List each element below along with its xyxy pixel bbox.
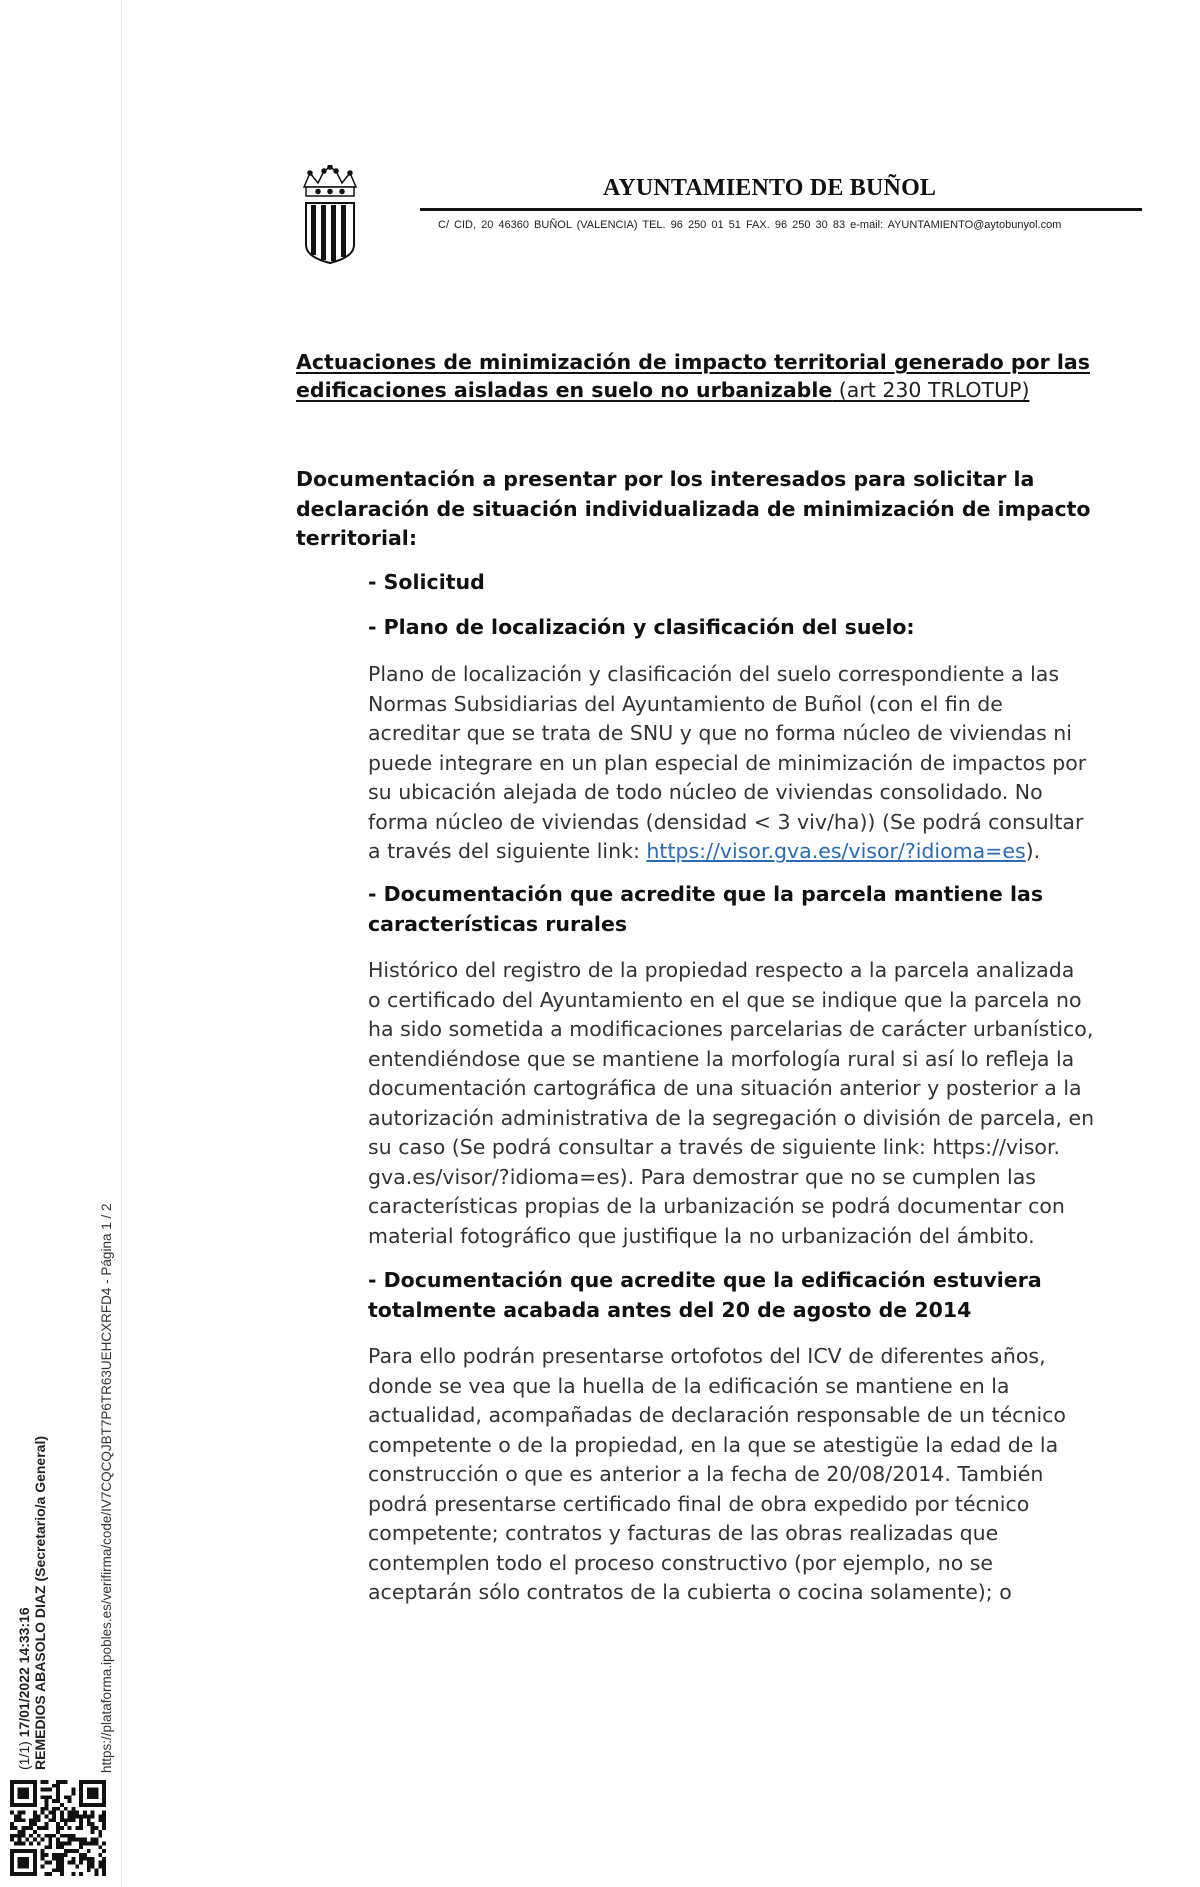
body-line: contemplen todo el proceso constructivo (por ejemplo, no se [368, 1550, 994, 1575]
item-body-parcela-rural [368, 956, 1094, 1251]
body-line: documentación cartográfica de una situación anterior y posterior a la [368, 1076, 1082, 1100]
signer-name: REMEDIOS ABASOLO DIAZ (Secretario/a General) [32, 1436, 48, 1770]
body-line: autorización administrativa de la segregación o división de parcela, en [368, 1105, 1095, 1130]
page-edge [121, 0, 122, 1887]
organization-address: C/ CID, 20 46360 BUÑOL (VALENCIA) TEL. 96 250 01 51 FAX. 96 250 30 83 e-mail: AYUNTAMIENTO@aytobunyol.com [438, 219, 1062, 231]
body-text: a través del siguiente link: [368, 839, 647, 863]
document-title-bold-part: edificaciones aisladas en suelo no urbanizable [296, 378, 833, 402]
signature-counter: (1/1) [16, 1737, 32, 1770]
body-line: acreditar que se trata de SNU y que no forma núcleo de viviendas ni [368, 721, 1072, 745]
intro-heading-line: territorial: [296, 526, 418, 550]
body-line: construcción o que es anterior a la fecha de 20/08/2014. También [368, 1462, 1044, 1486]
body-line-with-link [368, 837, 1086, 867]
visor-gva-link[interactable]: https://visor.gva.es/visor/?idioma=es [646, 839, 1026, 863]
coat-of-arms-icon [298, 165, 362, 265]
intro-heading-line: Documentación a presentar por los interesados para solicitar la [296, 467, 1035, 491]
signature-stamp [16, 1436, 48, 1770]
signature-datetime: 17/01/2022 14:33:16 [16, 1607, 32, 1738]
item-title-line: - Plano de localización y clasificación del suelo: [368, 615, 915, 639]
body-line: características propias de la urbanización se podrá documentar con [368, 1194, 1065, 1218]
item-body-plano [368, 660, 1086, 867]
body-line: puede integrare en un plan especial de minimización de impactos por [368, 750, 1087, 775]
organization-name: AYUNTAMIENTO DE BUÑOL [603, 175, 937, 201]
body-line: material fotográfico que justifique la no urbanización del ámbito. [368, 1223, 1035, 1248]
document-title [296, 348, 1090, 404]
body-line: Histórico del registro de la propiedad respecto a la parcela analizada [368, 958, 1075, 982]
body-line: Plano de localización y clasificación del suelo correspondiente a las [368, 662, 1060, 686]
intro-heading-line: declaración de situación individualizada de minimización de impacto [296, 496, 1091, 521]
item-title-parcela-rural [368, 880, 1043, 939]
item-body-edificacion-acabada [368, 1342, 1066, 1608]
body-line: actualidad, acompañadas de declaración responsable de un técnico [368, 1403, 1066, 1427]
body-line: o certificado del Ayuntamiento en el que se indique que la parcela no [368, 987, 1082, 1012]
body-text: ). [1025, 839, 1041, 863]
qr-code-icon [10, 1780, 106, 1876]
body-line: su ubicación alejada de todo núcleo de viviendas consolidado. No [368, 780, 1043, 804]
body-line: competente; contratos y facturas de las obras realizadas que [368, 1521, 999, 1545]
body-line: su caso (Se podrá consultar a través de siguiente link: https://visor. [368, 1135, 1061, 1159]
signature-datetime-line [16, 1436, 32, 1770]
item-title-line: - Documentación que acredite que la parcela mantiene las [368, 882, 1044, 906]
item-title-solicitud [368, 568, 485, 598]
body-line: competente o de la propiedad, en la que se atestigüe la edad de la [368, 1432, 1059, 1457]
body-line: forma núcleo de viviendas (densidad < 3 viv/ha)) (Se podrá consultar [368, 809, 1084, 834]
document-title-line-2 [296, 376, 1090, 404]
body-line: gva.es/visor/?idioma=es). Para demostrar que no se cumplen las [368, 1164, 1036, 1189]
item-title-line: - Solicitud [368, 570, 485, 594]
body-line: Normas Subsidiarias del Ayuntamiento de Buñol (con el fin de [368, 691, 1003, 716]
item-title-line: totalmente acabada antes del 20 de agosto de 2014 [368, 1297, 972, 1322]
item-title-line: - Documentación que acredite que la edificación estuviera [368, 1268, 1042, 1292]
body-line: ha sido sometida a modificaciones parcelarias de carácter urbanístico, [368, 1017, 1094, 1041]
intro-heading [296, 465, 1091, 554]
verification-url[interactable]: https://plataforma.ipobles.es/verifirma/code/IV7CQCQJBT7P6TR63UEHCXRFD4 - Página 1 / 2 [99, 1203, 114, 1773]
item-title-edificacion-acabada [368, 1266, 1042, 1325]
body-line: Para ello podrán presentarse ortofotos del ICV de diferentes años, [368, 1344, 1046, 1368]
body-line: podrá presentarse certificado final de obra expedido por técnico [368, 1491, 1030, 1516]
body-line: entendiéndose que se mantiene la morfología rural si así lo refleja la [368, 1046, 1075, 1071]
header-rule [420, 208, 1142, 211]
document-title-line-1: Actuaciones de minimización de impacto territorial generado por las [296, 350, 1090, 374]
body-line: aceptarán sólo contratos de la cubierta o cocina solamente); o [368, 1580, 1012, 1604]
item-title-line: características rurales [368, 911, 628, 936]
document-title-reference: (art 230 TRLOTUP) [832, 378, 1030, 402]
item-title-plano [368, 613, 915, 643]
body-line: donde se vea que la huella de la edificación se mantiene en la [368, 1373, 1010, 1398]
